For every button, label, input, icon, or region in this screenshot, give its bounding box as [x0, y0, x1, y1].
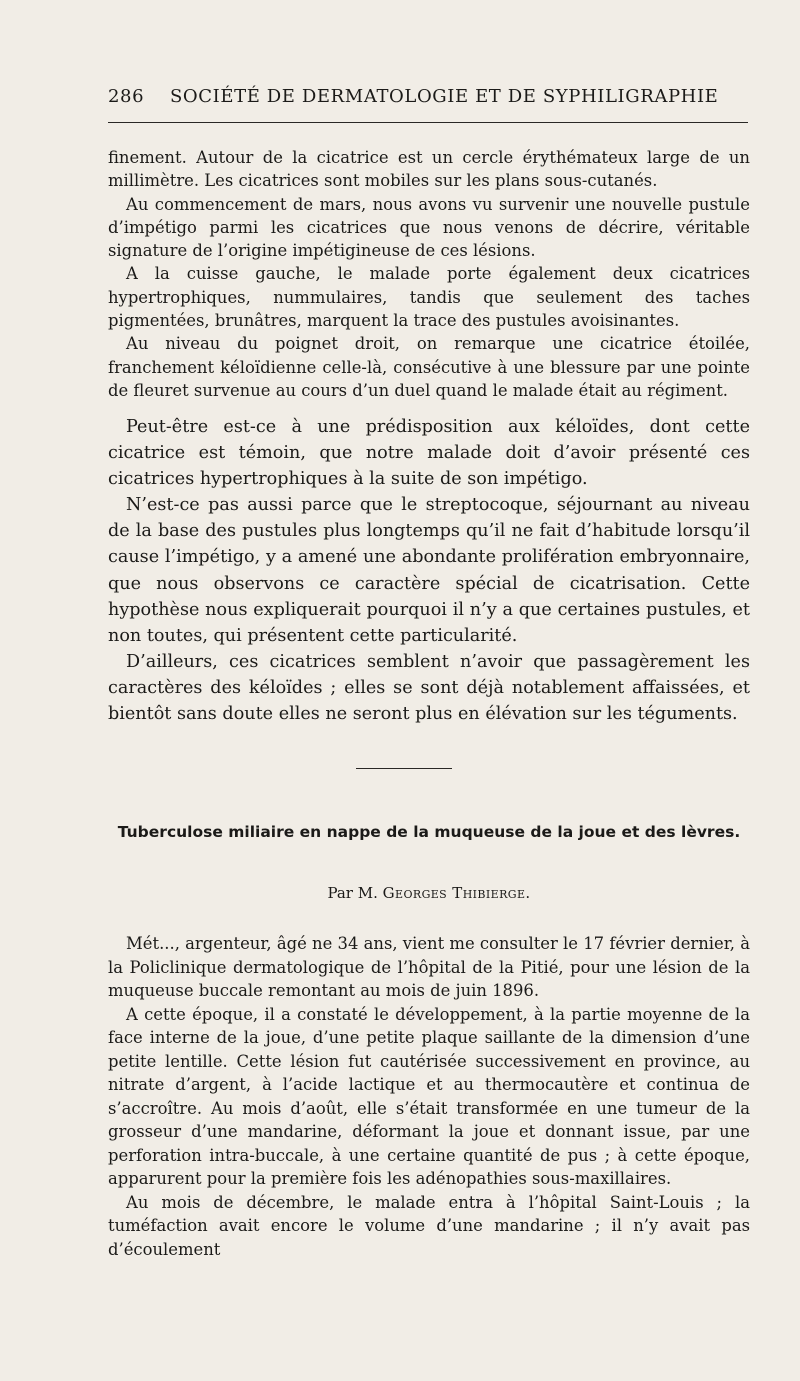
- author-name: Georges Thibierge.: [382, 884, 531, 902]
- paragraph: A la cuisse gauche, le malade porte également deux cicatrices hypertrophiques, nummulaires, tandis que seulement des taches pigmentées, brunâtres, marquent la trace des pustules avoisinantes.: [108, 264, 750, 331]
- article-body: [108, 932, 750, 1261]
- byline: [108, 884, 750, 902]
- paragraph: Au mois de décembre, le malade entra à l’hôpital Saint-Louis ; la tuméfaction avait encore le volume d’une mandarine ; il n’y avait pas d’écoulement: [108, 1192, 750, 1259]
- running-header: [108, 86, 748, 107]
- paragraph: Mét..., argenteur, âgé ne 34 ans, vient me consulter le 17 février dernier, à la Policlinique dermatologique de l’hôpital de la Pitié, pour une lésion de la muqueuse buccale remontant au mois de juin 1896.: [108, 934, 750, 1000]
- paragraph: D’ailleurs, ces cicatrices semblent n’avoir que passagèrement les caractères des kéloïdes ; elles se sont déjà notablement affaissées, et bientôt sans doute elles ne seront plus en élévation sur les téguments.: [108, 651, 750, 725]
- section-divider: [356, 768, 452, 769]
- paragraph: Au niveau du poignet droit, on remarque une cicatrice étoilée, franchement kéloïdienne celle-là, consécutive à une blessure par une pointe de fleuret survenue au cours d’un duel quand le malade était au régiment.: [108, 334, 750, 400]
- paragraph: Peut-être est-ce à une prédisposition aux kéloïdes, dont cette cicatrice est témoin, que notre malade doit d’avoir présenté ces cicatrices hypertrophiques à la suite de son impétigo.: [108, 417, 750, 490]
- paragraph: Au commencement de mars, nous avons vu survenir une nouvelle pustule d’impétigo parmi les cicatrices que nous venons de décrire, véritable signature de l’origine impétigineuse de ces lésions.: [108, 194, 750, 261]
- byline-prefix: Par M.: [327, 884, 378, 902]
- page-number: 286: [108, 86, 145, 107]
- article-title: Tuberculose miliaire en nappe de la muqueuse de la joue et des lèvres.: [117, 823, 741, 841]
- case-continuation: [108, 146, 750, 402]
- header-rule: [108, 122, 748, 123]
- discussion: [108, 414, 750, 727]
- paragraph: finement. Autour de la cicatrice est un cercle érythémateux large de un millimètre. Les cicatrices sont mobiles sur les plans sous-cutanés.: [108, 148, 750, 191]
- paragraph: N’est-ce pas aussi parce que le streptocoque, séjournant au niveau de la base des pustules plus longtemps qu’il ne fait d’habitude lorsqu’il cause l’impétigo, y a amené une abondante prolifération embryonnaire, que nous observons ce caractère spécial de cicatrisation. Cette hypothèse nous expliquerait pourquoi il n’y a que certaines pustules, et non toutes, qui présentent cette particularité.: [108, 495, 750, 646]
- paragraph: A cette époque, il a constaté le développement, à la partie moyenne de la face interne de la joue, d’une petite plaque saillante de la dimension d’une petite lentille. Cette lésion fut cautérisée successivement en province, au nitrate d’argent, à l’acide lactique et au thermocautère et continua de s’accroître. Au mois d’août, elle s’était transformée en une tumeur de la grosseur d’une mandarine, déformant la joue et donnant issue, par une perforation intra-buccale, à une certaine quantité de pus ; à cette époque, apparurent pour la première fois les adénopathies sous-maxillaires.: [108, 1004, 750, 1188]
- running-title: SOCIÉTÉ DE DERMATOLOGIE ET DE SYPHILIGRAPHIE: [170, 86, 719, 107]
